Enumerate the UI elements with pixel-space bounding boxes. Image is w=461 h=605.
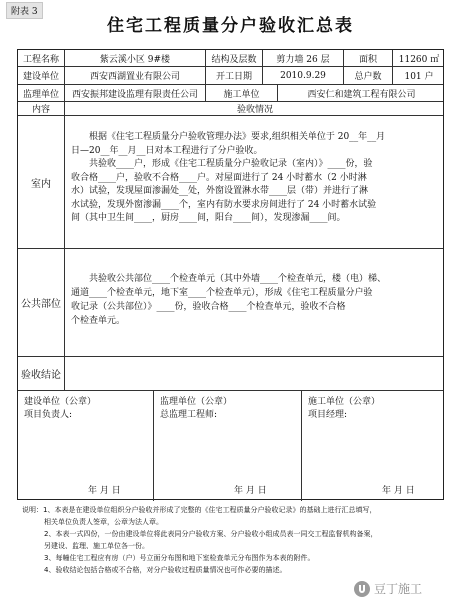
appendix-tag: 附表 3 xyxy=(6,2,43,19)
public-section xyxy=(18,249,443,357)
note-line: 相关单位负责人签章，公章为法人章。 xyxy=(44,518,163,526)
indoor-line: 收合格____户，验收不合格____户。对屋面进行了 24 小时蓄水（2 小时淋 xyxy=(71,172,367,183)
supervisor-signature-block xyxy=(154,391,302,501)
contractor-signature-block xyxy=(302,391,445,501)
builder-label: 建设单位 xyxy=(18,67,65,84)
contractor-seal-label: 施工单位（公章） xyxy=(308,397,381,407)
supervisor-value: 西安振邦建设监理有限责任公司 xyxy=(65,85,206,101)
note-line: 4、验收结论包括合格或不合格，对分户验收过程质量情况也可作必要的描述。 xyxy=(44,566,287,574)
contractor-date: 年 月 日 xyxy=(382,486,415,496)
households-label: 总户数 xyxy=(344,67,393,84)
note-line: 3、每幢住宅工程应有房（户）号立面分布图和地下室检查单元分布图作为本表的附件。 xyxy=(44,554,315,562)
supervisor-row xyxy=(18,85,443,102)
builder-signature-block xyxy=(18,391,154,501)
public-line: 收记录（公共部位）》____份，验收合格____个检查单元，验收不合格 xyxy=(71,302,346,312)
supervisor-signer-label: 总监理工程师: xyxy=(160,410,218,420)
project-row xyxy=(18,50,443,67)
contractor-signer-label: 项目经理: xyxy=(308,410,348,420)
structure-value: 剪力墙 26 层 xyxy=(263,50,344,66)
indoor-line: 水试验，发现外窗渗漏____个，室内有防水要求房间进行了 24 小时蓄水试验 xyxy=(71,199,377,210)
content-col-label: 内容 xyxy=(18,102,65,115)
indoor-section xyxy=(18,116,443,249)
contractor-value: 西安仁和建筑工程有限公司 xyxy=(307,89,416,100)
watermark-text: 豆丁施工 xyxy=(374,582,423,596)
note-line xyxy=(22,504,442,516)
indoor-label: 室内 xyxy=(18,116,65,248)
watermark xyxy=(354,580,422,597)
note-line: 2、本表一式四份，一份由建设单位将此表同分户验收方案、分户验收小组成员表一同交工程监督机构备案， xyxy=(44,530,378,538)
summary-table xyxy=(17,49,444,500)
signature-row xyxy=(18,391,443,501)
project-name-label: 工程名称 xyxy=(18,50,65,66)
start-date-value: 2010.9.29 xyxy=(263,67,344,84)
start-date-label: 开工日期 xyxy=(206,67,263,84)
area-value: 11260 ㎡ xyxy=(398,54,440,65)
supervisor-seal-label: 监理单位（公章） xyxy=(160,397,233,407)
builder-value: 西安西湖置业有限公司 xyxy=(65,67,206,84)
supervisor-label: 监理单位 xyxy=(18,85,65,101)
notes-label: 说明： xyxy=(22,506,43,514)
indoor-line: 日—20__年__月__日对本工程进行了分户验收。 xyxy=(71,145,263,156)
page-title: 住宅工程质量分户验收汇总表 xyxy=(107,16,354,36)
indoor-line: 间（其中卫生间____，厨房____间，阳台____间），发现渗漏____间。 xyxy=(71,213,346,223)
builder-seal-label: 建设单位（公章） xyxy=(24,397,97,407)
supervisor-date: 年 月 日 xyxy=(234,486,267,496)
content-header-row xyxy=(18,102,443,116)
public-line: 共验收公共部位____个检查单元（其中外墙____个检查单元，楼（电）梯、 xyxy=(89,274,387,284)
notes-section xyxy=(22,504,442,576)
structure-label: 结构及层数 xyxy=(206,50,263,66)
conclusion-label: 验收结论 xyxy=(18,357,65,390)
indoor-text xyxy=(71,131,385,226)
public-label: 公共部位 xyxy=(18,249,65,356)
builder-row xyxy=(18,67,443,85)
inspection-col-label: 验收情况 xyxy=(236,105,273,115)
builder-signer-label: 项目负责人: xyxy=(24,410,73,420)
indoor-line: 水）试验，发现屋面渗漏处__处，外窗设置淋水带____层（带）并进行了淋 xyxy=(71,186,369,196)
area-label: 面积 xyxy=(344,50,393,66)
public-line: 通道____个检查单元，地下室____个检查单元），形成《住宅工程质量分户验 xyxy=(71,288,373,298)
watermark-logo-icon xyxy=(354,581,370,597)
public-text xyxy=(71,272,386,328)
project-name-value: 紫云溪小区 9#楼 xyxy=(65,50,206,66)
note-item: 1、本表是在建设单位组织分户验收并形成了完整的《住宅工程质量分户验收记录》的基础上进行汇总填写， xyxy=(43,506,377,514)
public-line: 个检查单元。 xyxy=(71,316,126,326)
indoor-line: 共验收____户，形成《住宅工程质量分户验收记录（室内）》____份，验 xyxy=(89,159,373,169)
conclusion-section xyxy=(18,357,443,391)
note-line: 另建设、监理、施工单位各一份。 xyxy=(44,542,149,550)
households-value: 101 户 xyxy=(404,72,434,82)
indoor-line: 根据《住宅工程质量分户验收管理办法》要求,组织相关单位于 20__年__月 xyxy=(89,132,386,142)
builder-date: 年 月 日 xyxy=(88,486,121,496)
contractor-label: 施工单位 xyxy=(206,85,278,101)
